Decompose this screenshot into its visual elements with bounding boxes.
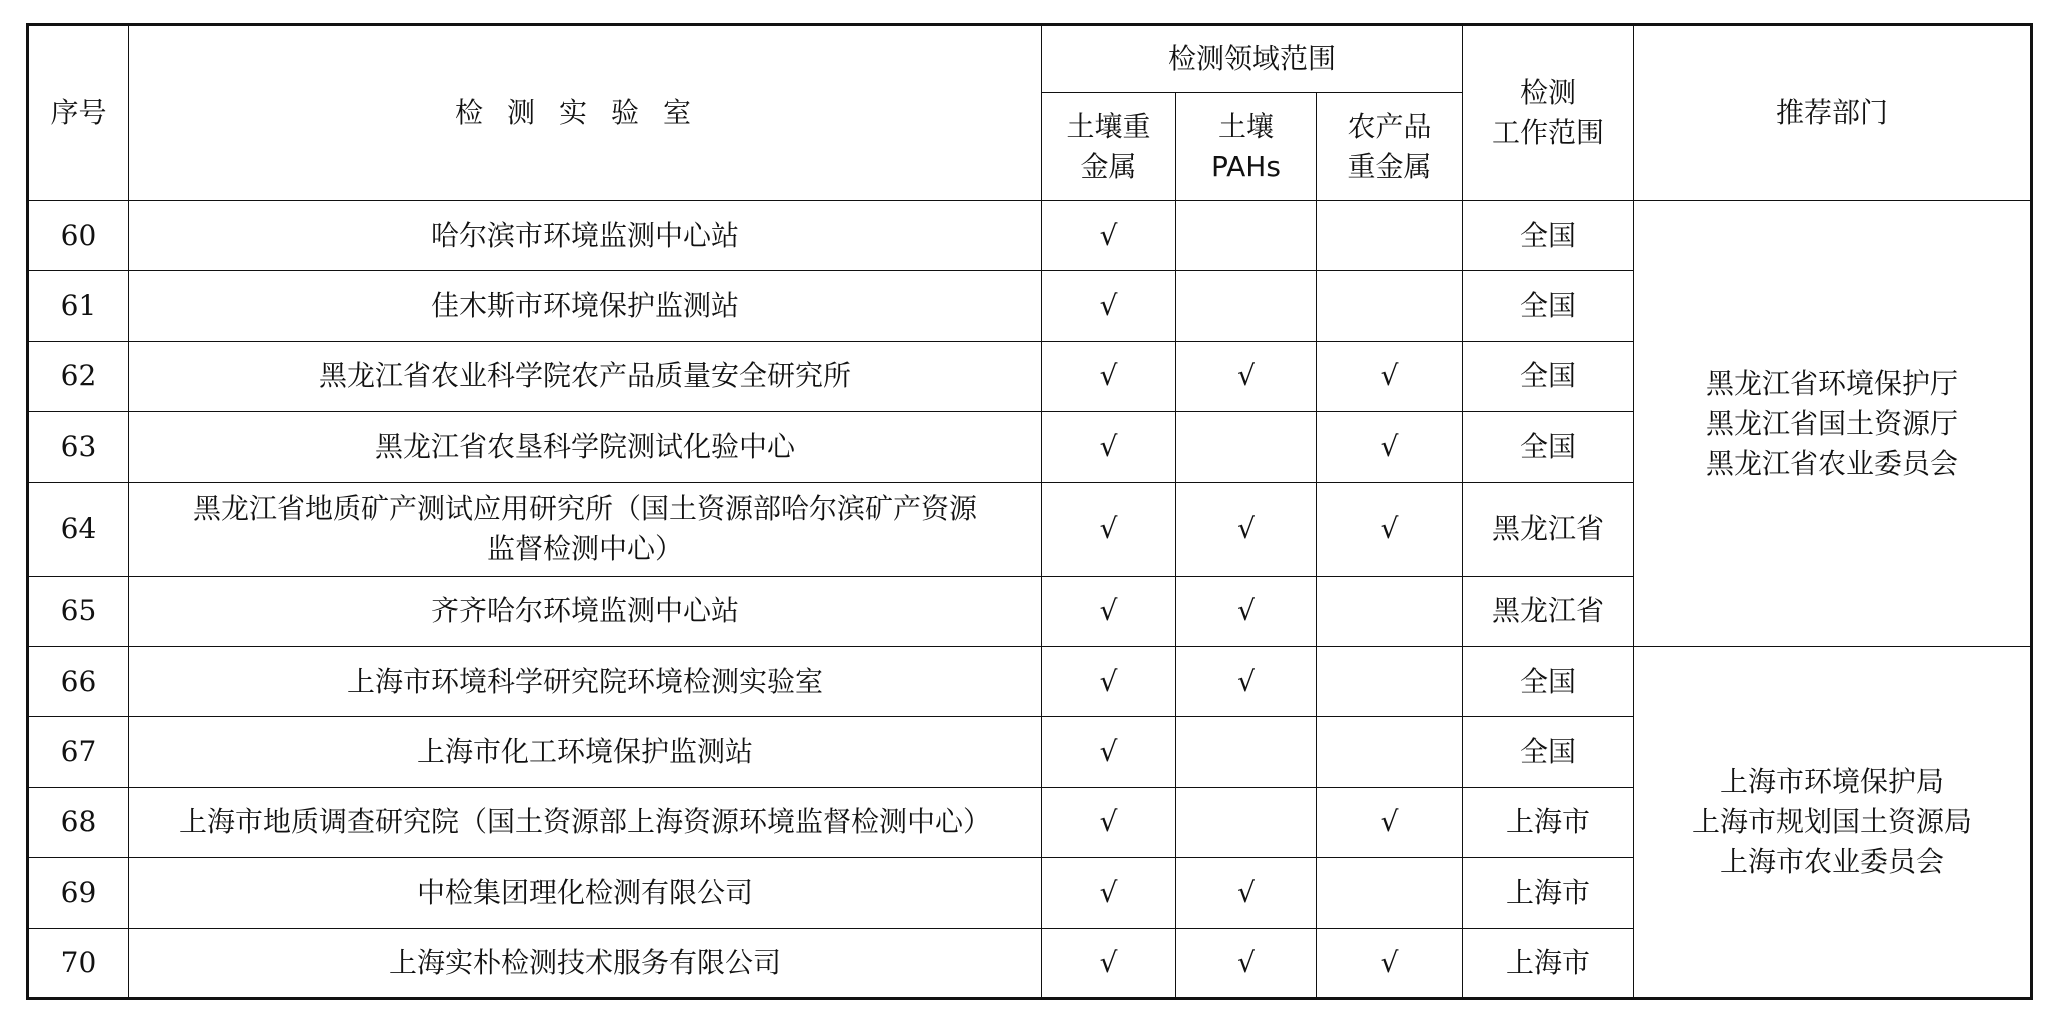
header-dept: 推荐部门 — [1634, 25, 2032, 201]
table-body — [28, 201, 2032, 999]
lab-name: 上海市化工环境保护监测站 — [129, 717, 1042, 787]
lab-name: 上海实朴检测技术服务有限公司 — [129, 928, 1042, 998]
soil-metal-check-cell — [1042, 787, 1176, 857]
soil-metal-check-cell — [1042, 928, 1176, 998]
soil-metal-check-cell — [1042, 576, 1176, 646]
work-scope: 全国 — [1463, 412, 1634, 482]
agri-metal-check-cell — [1317, 928, 1463, 998]
check-mark-icon: √ — [1099, 875, 1118, 909]
lab-name: 上海市地质调查研究院（国土资源部上海资源环境监督检测中心） — [129, 787, 1042, 857]
agri-metal-check-cell — [1317, 787, 1463, 857]
row-number: 60 — [28, 201, 129, 271]
lab-registry-table — [26, 23, 2033, 1000]
recommending-dept: 上海市环境保护局 上海市规划国土资源局 上海市农业委员会 — [1634, 647, 2032, 999]
work-scope: 黑龙江省 — [1463, 576, 1634, 646]
check-mark-icon: √ — [1237, 875, 1255, 909]
check-mark-icon: √ — [1380, 359, 1399, 393]
agri-metal-check-cell — [1317, 647, 1463, 717]
check-mark-icon: √ — [1099, 218, 1118, 252]
lab-name: 中检集团理化检测有限公司 — [129, 858, 1042, 928]
check-mark-icon: √ — [1099, 429, 1118, 463]
work-scope: 上海市 — [1463, 858, 1634, 928]
soil-pahs-check-cell — [1176, 928, 1317, 998]
row-number: 70 — [28, 928, 129, 998]
check-mark-icon: √ — [1099, 359, 1118, 393]
agri-metal-check-cell — [1317, 271, 1463, 341]
soil-metal-check-cell — [1042, 271, 1176, 341]
check-mark-icon: √ — [1099, 512, 1118, 546]
soil-metal-check-cell — [1042, 412, 1176, 482]
check-mark-icon: √ — [1237, 664, 1255, 698]
check-mark-icon: √ — [1380, 512, 1399, 546]
agri-metal-check-cell — [1317, 717, 1463, 787]
check-mark-icon: √ — [1099, 289, 1118, 323]
lab-name: 黑龙江省农垦科学院测试化验中心 — [129, 412, 1042, 482]
check-mark-icon: √ — [1099, 945, 1118, 979]
check-mark-icon: √ — [1099, 805, 1118, 839]
table-row — [28, 201, 2032, 271]
lab-name: 上海市环境科学研究院环境检测实验室 — [129, 647, 1042, 717]
lab-name: 佳木斯市环境保护监测站 — [129, 271, 1042, 341]
lab-name: 黑龙江省农业科学院农产品质量安全研究所 — [129, 341, 1042, 411]
check-mark-icon: √ — [1237, 512, 1255, 546]
row-number: 62 — [28, 341, 129, 411]
soil-metal-check-cell — [1042, 482, 1176, 576]
header-lab: 检测实验室 — [129, 25, 1042, 201]
soil-pahs-check-cell — [1176, 271, 1317, 341]
soil-pahs-check-cell — [1176, 717, 1317, 787]
table-row — [28, 647, 2032, 717]
check-mark-icon: √ — [1099, 735, 1118, 769]
work-scope: 全国 — [1463, 271, 1634, 341]
soil-pahs-check-cell — [1176, 576, 1317, 646]
row-number: 69 — [28, 858, 129, 928]
row-number: 67 — [28, 717, 129, 787]
recommending-dept: 黑龙江省环境保护厅 黑龙江省国土资源厅 黑龙江省农业委员会 — [1634, 201, 2032, 647]
soil-pahs-check-cell — [1176, 341, 1317, 411]
row-number: 63 — [28, 412, 129, 482]
agri-metal-check-cell — [1317, 412, 1463, 482]
header-work-scope: 检测 工作范围 — [1463, 25, 1634, 201]
work-scope: 黑龙江省 — [1463, 482, 1634, 576]
row-number: 68 — [28, 787, 129, 857]
soil-metal-check-cell — [1042, 858, 1176, 928]
header-agri-metal: 农产品 重金属 — [1317, 93, 1463, 201]
agri-metal-check-cell — [1317, 341, 1463, 411]
lab-name: 齐齐哈尔环境监测中心站 — [129, 576, 1042, 646]
soil-pahs-check-cell — [1176, 647, 1317, 717]
soil-pahs-check-cell — [1176, 858, 1317, 928]
row-number: 61 — [28, 271, 129, 341]
check-mark-icon: √ — [1237, 945, 1255, 979]
check-mark-icon: √ — [1380, 805, 1399, 839]
agri-metal-check-cell — [1317, 858, 1463, 928]
check-mark-icon: √ — [1099, 594, 1118, 628]
row-number: 64 — [28, 482, 129, 576]
header-soil-pahs: 土壤 PAHs — [1176, 93, 1317, 201]
check-mark-icon: √ — [1237, 359, 1255, 393]
check-mark-icon: √ — [1380, 945, 1399, 979]
row-number: 66 — [28, 647, 129, 717]
agri-metal-check-cell — [1317, 576, 1463, 646]
soil-pahs-check-cell — [1176, 787, 1317, 857]
row-number: 65 — [28, 576, 129, 646]
check-mark-icon: √ — [1237, 594, 1255, 628]
lab-name: 黑龙江省地质矿产测试应用研究所（国土资源部哈尔滨矿产资源 监督检测中心） — [129, 482, 1042, 576]
soil-metal-check-cell — [1042, 647, 1176, 717]
work-scope: 全国 — [1463, 647, 1634, 717]
work-scope: 全国 — [1463, 341, 1634, 411]
soil-pahs-check-cell — [1176, 412, 1317, 482]
work-scope: 全国 — [1463, 717, 1634, 787]
agri-metal-check-cell — [1317, 201, 1463, 271]
work-scope: 上海市 — [1463, 928, 1634, 998]
header-soil-metal: 土壤重 金属 — [1042, 93, 1176, 201]
work-scope: 上海市 — [1463, 787, 1634, 857]
soil-metal-check-cell — [1042, 201, 1176, 271]
agri-metal-check-cell — [1317, 482, 1463, 576]
work-scope: 全国 — [1463, 201, 1634, 271]
soil-pahs-check-cell — [1176, 201, 1317, 271]
soil-pahs-check-cell — [1176, 482, 1317, 576]
check-mark-icon: √ — [1099, 664, 1118, 698]
soil-metal-check-cell — [1042, 341, 1176, 411]
check-mark-icon: √ — [1380, 429, 1399, 463]
header-seq: 序号 — [28, 25, 129, 201]
lab-name: 哈尔滨市环境监测中心站 — [129, 201, 1042, 271]
soil-metal-check-cell — [1042, 717, 1176, 787]
header-domain-group: 检测领域范围 — [1042, 25, 1463, 93]
